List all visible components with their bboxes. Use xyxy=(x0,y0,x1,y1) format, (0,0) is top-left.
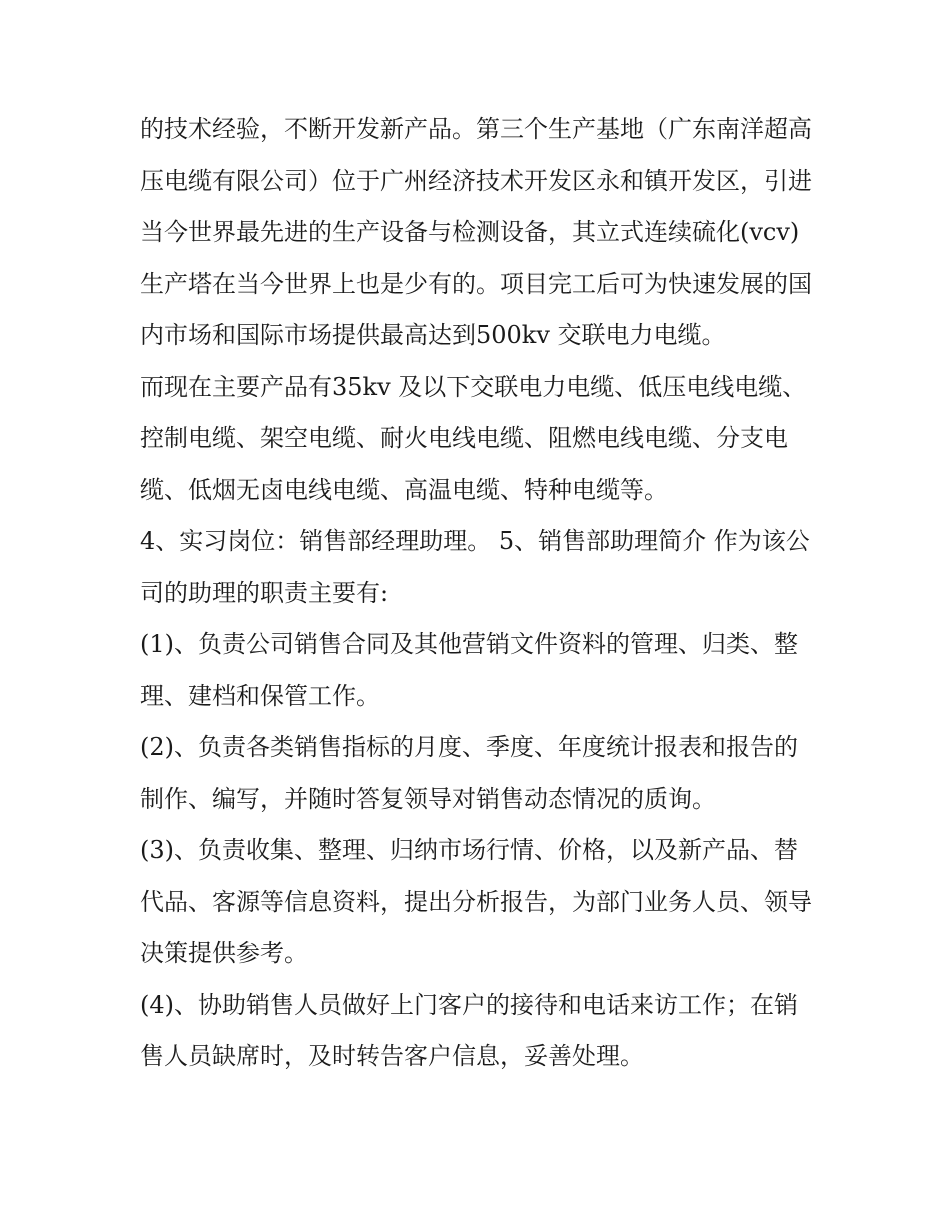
paragraph-duty-4: (4)、协助销售人员做好上门客户的接待和电话来访工作；在销售人员缺席时，及时转告客户信息，妥善处理。 xyxy=(140,990,798,1070)
paragraph-duty-3: (3)、负责收集、整理、归纳市场行情、价格，以及新产品、替代品、客源等信息资料，提出分析报告，为部门业务人员、领导决策提供参考。 xyxy=(140,836,812,967)
paragraph-duty-1: (1)、负责公司销售合同及其他营销文件资料的管理、归类、整理、建档和保管工作。 xyxy=(140,630,798,710)
paragraph-company-intro: 的技术经验，不断开发新产品。第三个生产基地（广东南洋超高压电缆有限公司）位于广州经济技术开发区永和镇开发区，引进当今世界最先进的生产设备与检测设备，其立式连续硫化(vcv)生产塔在当今世界上也是少有的。项目完工后可为快速发展的国内市场和国际市场提供最高达到500kv 交联电力电缆。 xyxy=(140,115,812,349)
document-body xyxy=(140,104,812,1083)
paragraph-main-products: 而现在主要产品有35kv 及以下交联电力电缆、低压电线电缆、控制电缆、架空电缆、耐火电线电缆、阻燃电线电缆、分支电缆、低烟无卤电线电缆、高温电缆、特种电缆等。 xyxy=(140,372,807,504)
paragraph-duty-2: (2)、负责各类销售指标的月度、季度、年度统计报表和报告的制作、编写，并随时答复领导对销售动态情况的质询。 xyxy=(140,733,798,813)
paragraph-internship-position: 4、实习岗位：销售部经理助理。 5、销售部助理简介 作为该公司的助理的职责主要有: xyxy=(140,527,810,607)
